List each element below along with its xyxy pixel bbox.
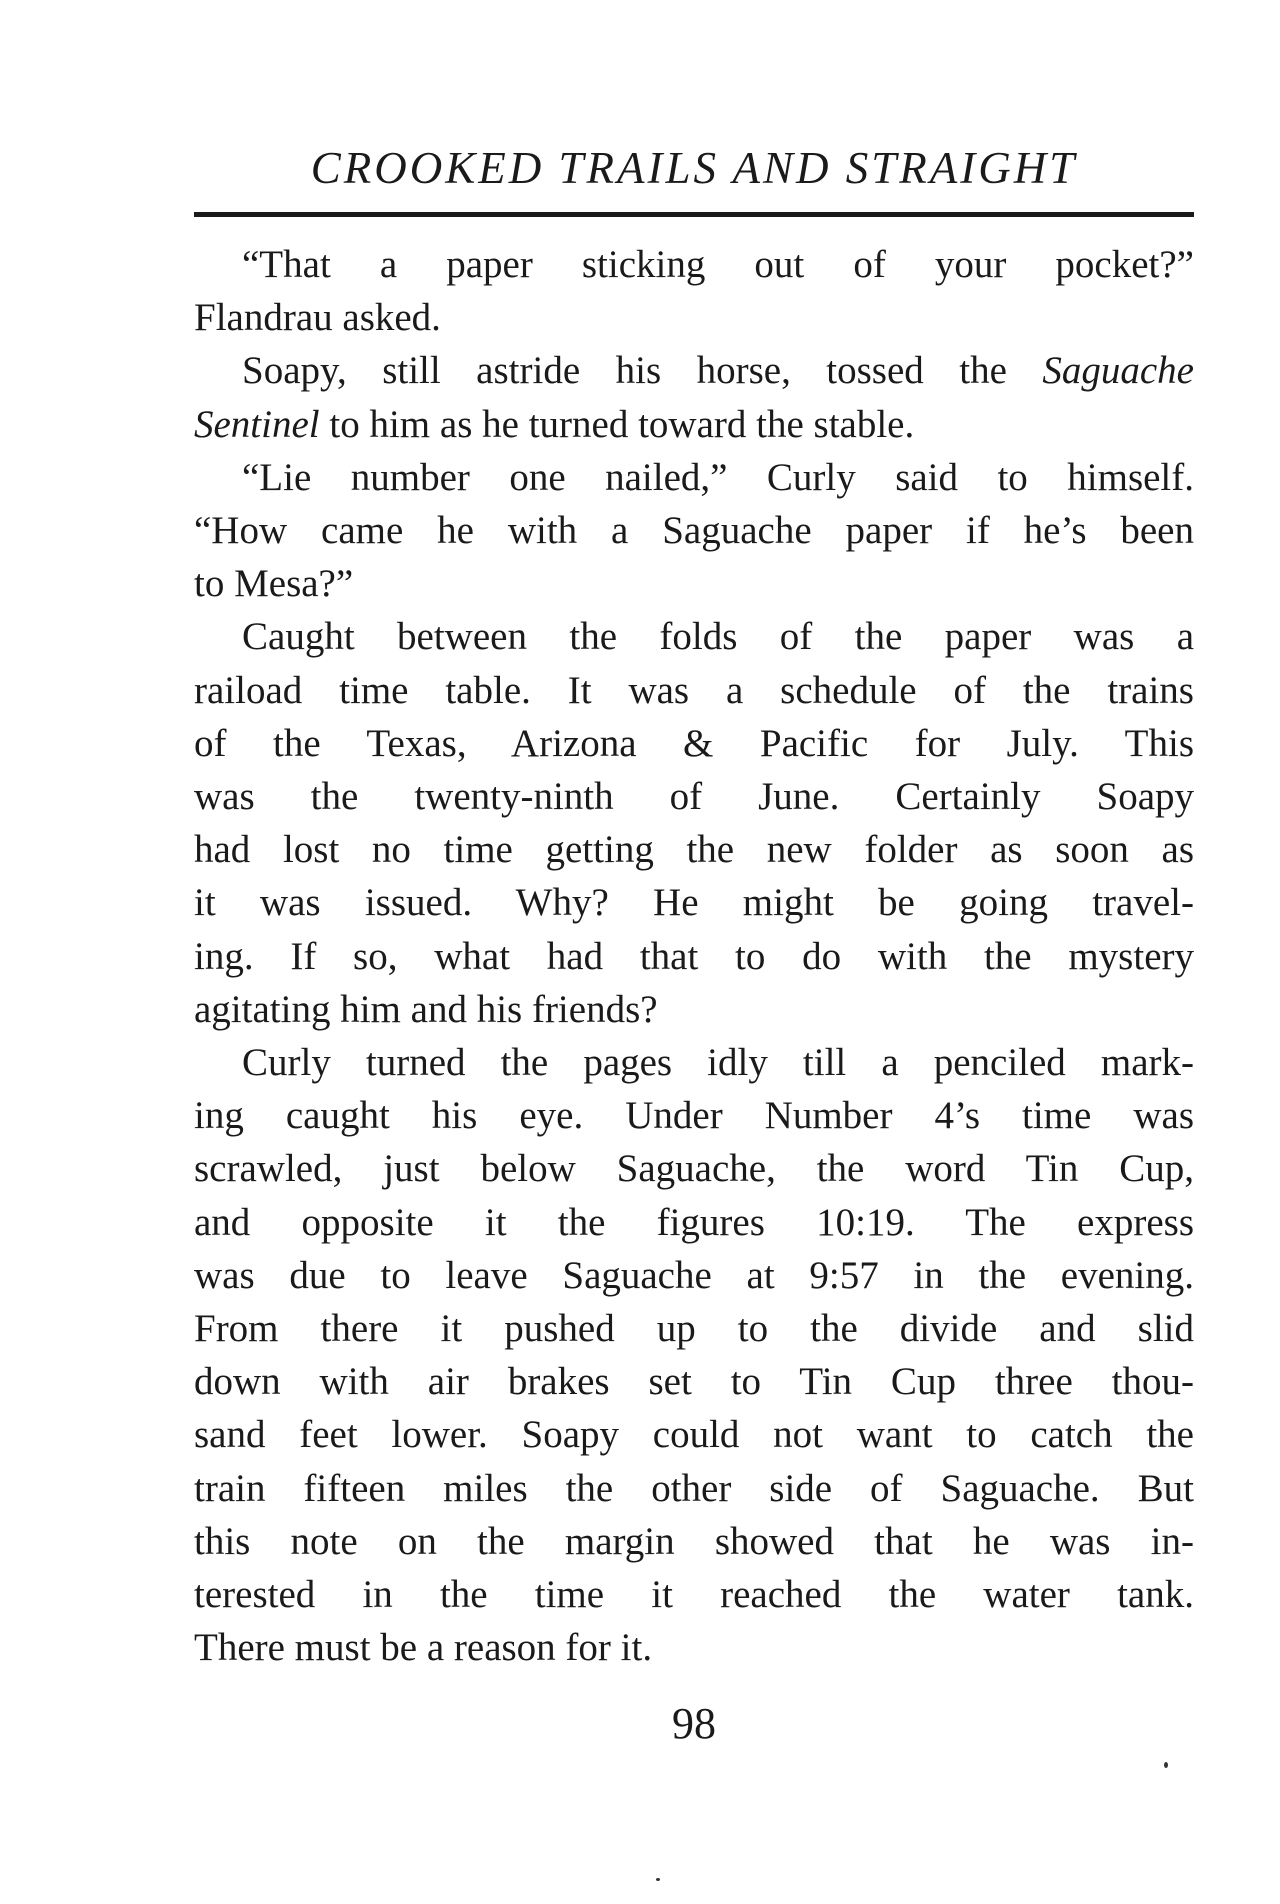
text-line: From there it pushed up to the divide and slid (194, 1307, 1194, 1351)
text-line: scrawled, just below Saguache, the word Tin Cup, (194, 1147, 1194, 1191)
text-line: “That a paper sticking out of your pocket?” (242, 243, 1194, 286)
text-line: to Mesa?” (194, 562, 354, 606)
text-line: ing. If so, what had that to do with the mystery (194, 934, 1194, 978)
paragraph-3 (194, 451, 1194, 611)
text-line: this note on the margin showed that he was in- (194, 1519, 1194, 1563)
text-line: “How came he with a Saguache paper if he’s been (194, 509, 1194, 553)
paragraph-2 (194, 344, 1194, 450)
running-head: CROOKED TRAILS AND STRAIGHT (310, 143, 1078, 193)
paragraph-1 (194, 238, 1194, 344)
page-number: 98 (672, 1699, 716, 1748)
text-line: sand feet lower. Soapy could not want to catch the (194, 1413, 1194, 1457)
text-line: of the Texas, Arizona & Pacific for July. This (194, 721, 1194, 765)
text-line: Flandrau asked. (194, 296, 441, 340)
text-line: was due to leave Saguache at 9:57 in the evening. (194, 1253, 1194, 1297)
text-line: Curly turned the pages idly till a penciled mark- (242, 1041, 1194, 1085)
text-line: down with air brakes set to Tin Cup three thou- (194, 1360, 1194, 1404)
scan-speck (656, 1878, 660, 1881)
text-line: “Lie number one nailed,” Curly said to himself. (242, 455, 1194, 499)
newspaper-title-part: Saguache (1042, 349, 1194, 393)
text-run: Soapy, still astride his horse, tossed the (242, 349, 1043, 393)
text-line: terested in the time it reached the water tank. (194, 1573, 1194, 1617)
text-line: was the twenty-ninth of June. Certainly Soapy (194, 775, 1194, 819)
text-line: ing caught his eye. Under Number 4’s time was (194, 1094, 1194, 1138)
text-run: to him as he turned toward the stable. (319, 402, 915, 446)
text-line: raiload time table. It was a schedule of the trains (194, 668, 1194, 712)
scan-speck (1164, 1762, 1168, 1768)
header-rule (194, 212, 1194, 217)
body-text (194, 238, 1194, 1674)
text-line (194, 344, 1194, 397)
text-line: Caught between the folds of the paper was a (242, 615, 1194, 659)
text-line: agitating him and his friends? (194, 987, 658, 1031)
paragraph-4 (194, 610, 1194, 1036)
text-line: and opposite it the figures 10:19. The express (194, 1200, 1194, 1244)
text-line: it was issued. Why? He might be going travel- (194, 881, 1194, 925)
newspaper-title-part: Sentinel (194, 402, 320, 446)
text-line: There must be a reason for it. (194, 1626, 653, 1670)
paragraph-5 (194, 1036, 1194, 1674)
text-line: train fifteen miles the other side of Saguache. But (194, 1466, 1194, 1510)
text-line: had lost no time getting the new folder as soon as (194, 828, 1194, 872)
text-line (194, 398, 1194, 451)
